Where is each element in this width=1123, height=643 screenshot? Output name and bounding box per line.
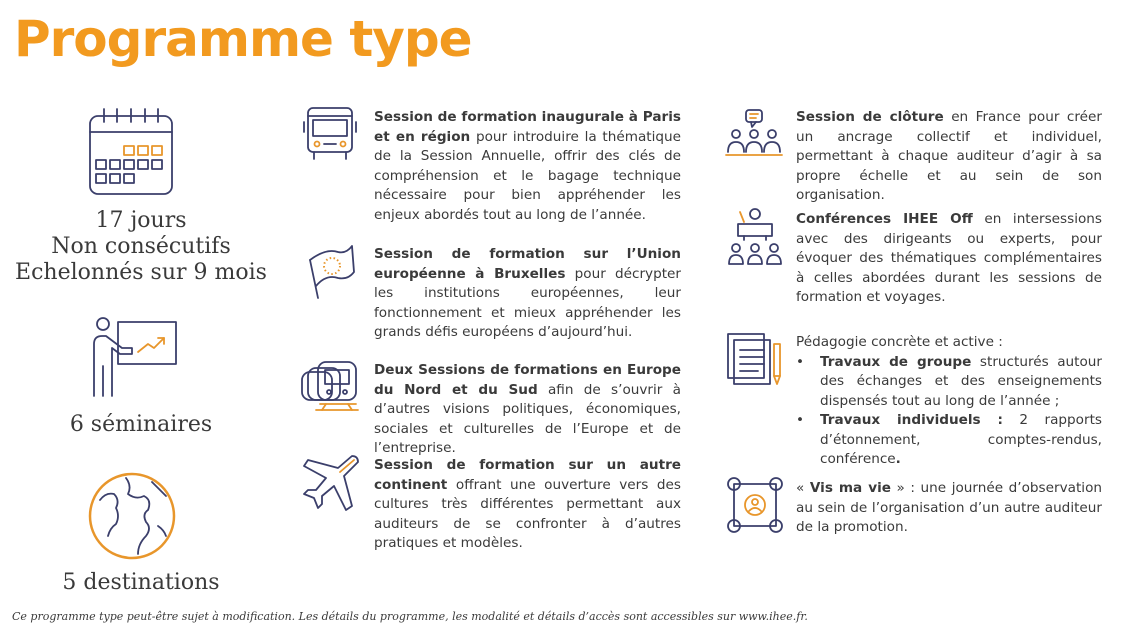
block-ue (374, 245, 681, 343)
block-continent-bold: Session de formation sur un autre continent (374, 457, 681, 493)
block-europe-text: afin de s’ouvrir à d’autres visions politiques, économiques, sociales et culturelles de l’Europe et de l’entreprise. (374, 381, 681, 456)
block-inaugurale (374, 108, 681, 225)
stat-seminaires: 6 séminaires (69, 412, 213, 437)
pedagogie-intro: Pédagogie concrète et active : (796, 334, 1003, 350)
stat-jours-line3: Echelonnés sur 9 mois (15, 260, 267, 285)
group-discussion-icon (724, 108, 784, 162)
vismavie-bold: Vis ma vie (809, 480, 891, 496)
stat-jours-line2: Non consécutifs (51, 234, 231, 259)
block-ue-text: pour décrypter les institutions européennes, leur fonctionnement et mieux appréhender les grands défis européens d’aujourd’hui. (374, 265, 681, 340)
block-conferences-text: en intersessions avec des dirigeants ou experts, pour évoquer des thématiques complémentaires à celles abordées durant les sessions de formation et voyages. (796, 211, 1102, 305)
stat-jours-line1: 17 jours (95, 208, 187, 233)
block-cloture (796, 108, 1102, 206)
vismavie-pre: « (796, 480, 810, 496)
airplane-icon (300, 452, 362, 518)
bus-icon (302, 104, 358, 166)
pedagogie-item-text: 2 rapports d’étonnement, comptes-rendus, conférence (820, 412, 1102, 467)
eu-flag-icon (304, 242, 356, 304)
calendar-icon (86, 106, 176, 202)
footer-disclaimer: Ce programme type peut-être sujet à modification. Les détails du programme, les modalité et détails d’accès sont accessibles sur www.ihee.fr. (12, 610, 808, 623)
block-conferences (796, 210, 1102, 308)
network-people-icon (726, 476, 784, 538)
block-pedagogie (796, 333, 1102, 470)
block-europe (374, 361, 681, 459)
conference-icon (726, 206, 784, 270)
pedagogie-item-text: structurés autour des échanges et des enseignements dispensés tout au long de l’année ; (820, 353, 1102, 409)
train-icon (298, 358, 360, 420)
block-ue-bold: Session de formation sur l’Union européenne à Bruxelles (374, 246, 681, 282)
pedagogie-list (796, 353, 1102, 470)
vismavie-text: » : une journée d’observation au sein de l’organisation d’un autre auditeur de la promotion. (796, 480, 1103, 535)
block-cloture-text: en France pour créer un ancrage collectif et individuel, permettant à chaque auditeur d’agir à sa propre échelle et au sein de son organisation. (796, 109, 1102, 203)
pedagogie-item-bold: Travaux individuels : (820, 412, 1003, 428)
block-europe-bold: Deux Sessions de formations en Europe du Nord et du Sud (374, 362, 681, 398)
presenter-icon (88, 316, 180, 402)
stat-destinations: 5 destinations (62, 570, 220, 595)
globe-icon (86, 470, 178, 566)
block-inaugurale-text: pour introduire la thématique de la Session Annuelle, offrir des clés de compréhension et le bagage technique nécessaire pour bien appréhender les enjeux abordés tout au long de l’année. (374, 128, 681, 223)
pedagogie-item-end: . (895, 451, 901, 467)
block-cloture-bold: Session de clôture (796, 109, 944, 125)
block-conferences-bold: Conférences IHEE Off (796, 211, 973, 227)
list-item (796, 353, 1102, 412)
block-continent (374, 456, 681, 554)
block-inaugurale-bold: Session de formation inaugurale à Paris et en région (374, 109, 681, 145)
page-title: Programme type (14, 10, 472, 68)
block-vismavie (796, 479, 1102, 538)
list-item (796, 411, 1102, 470)
pedagogie-item-bold: Travaux de groupe (820, 353, 972, 370)
stat-jours (0, 208, 282, 286)
documents-pencil-icon (724, 330, 786, 394)
block-continent-text: offrant une ouverture vers des cultures très différentes permettant aux auditeurs de se confronter à d’autres pratiques et modèles. (374, 476, 681, 551)
